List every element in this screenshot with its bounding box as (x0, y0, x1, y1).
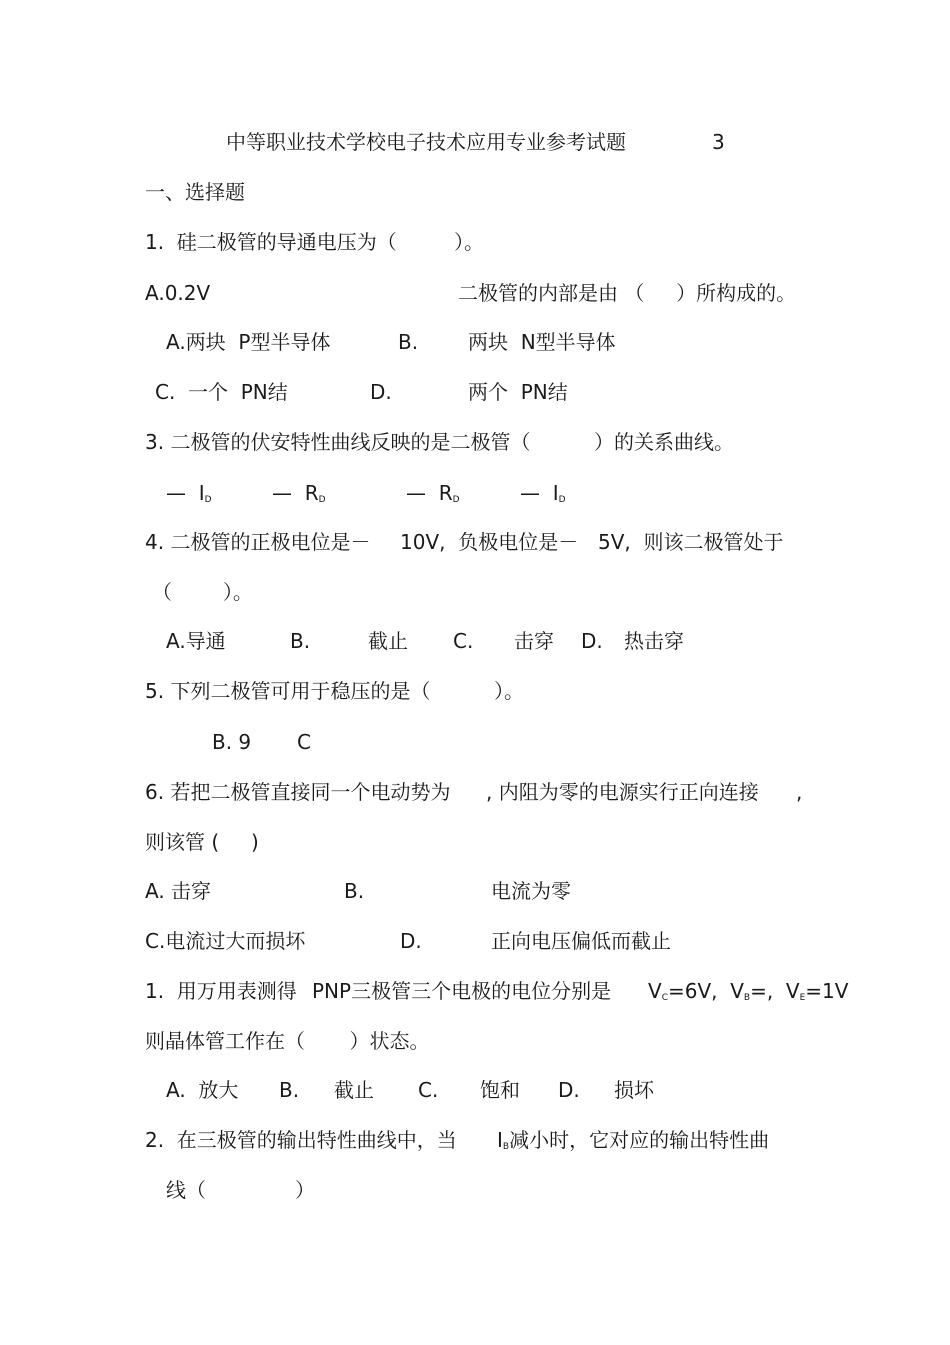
question-1-option-a: A.0.2V (145, 281, 211, 305)
question-2-option-c: C. 一个 PN结 (155, 380, 288, 404)
transistor-question-1-option-d: D. (558, 1078, 580, 1102)
transistor-question-2-stem-b: $I_B$减小时，它对应的输出特性曲 (497, 1128, 770, 1152)
transistor-question-2-stem-a: 2. 在三极管的输出特性曲线中，当 (145, 1128, 457, 1152)
question-6-option-c: C.电流过大而损坏 (145, 929, 306, 953)
question-6-stem-a: 6. 若把二极管直接同一个电动势为 (145, 780, 451, 804)
question-5-stem: 5. 下列二极管可用于稳压的是（ ）。 (145, 679, 525, 703)
question-3-option-1: — $I_D$ (166, 481, 212, 505)
question-4-option-b: B. (290, 629, 311, 653)
question-4-stem-a: 4. 二极管的正极电位是－ (145, 530, 371, 554)
question-6-option-b: B. (344, 879, 365, 903)
question-2-stem: 二极管的内部是由 （ ）所构成的。 (458, 281, 797, 305)
page-title: 中等职业技术学校电子技术应用专业参考试题 (226, 130, 626, 154)
question-2-option-a: A.两块 P型半导体 (166, 330, 331, 354)
transistor-question-1-option-c-text: 饱和 (480, 1078, 520, 1102)
question-2-option-d: D. (370, 380, 392, 404)
transistor-question-1-option-b: B. (279, 1078, 300, 1102)
question-5-option-c: C (297, 730, 311, 754)
question-4-paren: （ ）。 (152, 580, 253, 604)
page-title-number: 3 (712, 130, 725, 154)
question-5-option-b: B. 9 (212, 730, 252, 754)
question-6-comma: , (796, 780, 803, 804)
question-4-stem-c: 5V, 则该二极管处于 (598, 530, 784, 554)
question-4-option-d: D. (581, 629, 603, 653)
question-2-option-d-text: 两个 PN结 (468, 380, 568, 404)
transistor-question-1-option-b-text: 截止 (334, 1078, 374, 1102)
question-4-option-a: A.导通 (166, 629, 226, 653)
transistor-question-1-option-a: A. 放大 (166, 1078, 239, 1102)
question-6-option-a: A. 击穿 (145, 879, 212, 903)
transistor-question-2-stem-2: 线（ ） (166, 1178, 316, 1202)
question-3-option-4: — $I_D$ (520, 481, 566, 505)
question-2-option-b: B. (398, 330, 419, 354)
transistor-question-1-option-d-text: 损坏 (614, 1078, 654, 1102)
question-6-stem-b: , 内阻为零的电源实行正向连接 (486, 780, 759, 804)
question-4-option-d-text: 热击穿 (624, 629, 684, 653)
transistor-question-1-stem-a: 1. 用万用表测得 (145, 979, 297, 1003)
question-6-option-d-text: 正向电压偏低而截止 (491, 929, 671, 953)
question-3-stem: 3. 二极管的伏安特性曲线反映的是二极管（ ）的关系曲线。 (145, 430, 735, 454)
transistor-question-1-stem-2: 则晶体管工作在（ ）状态。 (145, 1029, 430, 1053)
question-3-option-3: — $R_D$ (406, 481, 460, 505)
question-3-option-2: — $R_D$ (272, 481, 326, 505)
question-6-stem-2: 则该管 ( ) (145, 830, 259, 854)
section-heading: 一、选择题 (145, 180, 245, 204)
question-4-option-c-text: 击穿 (514, 629, 554, 653)
transistor-question-1-stem-b: PNP三极管三个电极的电位分别是 (312, 979, 612, 1003)
transistor-question-1-option-c: C. (418, 1078, 439, 1102)
question-4-option-b-text: 截止 (368, 629, 408, 653)
question-4-option-c: C. (453, 629, 474, 653)
question-6-option-b-text: 电流为零 (491, 879, 571, 903)
question-1-stem: 1. 硅二极管的导通电压为（ ）。 (145, 230, 485, 254)
question-4-stem-b: 10V, 负极电位是－ (400, 530, 579, 554)
transistor-question-1-values: $V_C=6V$, $V_B=$, $V_E=1V$ (648, 979, 849, 1003)
question-2-option-b-text: 两块 N型半导体 (468, 330, 616, 354)
question-6-option-d: D. (400, 929, 422, 953)
